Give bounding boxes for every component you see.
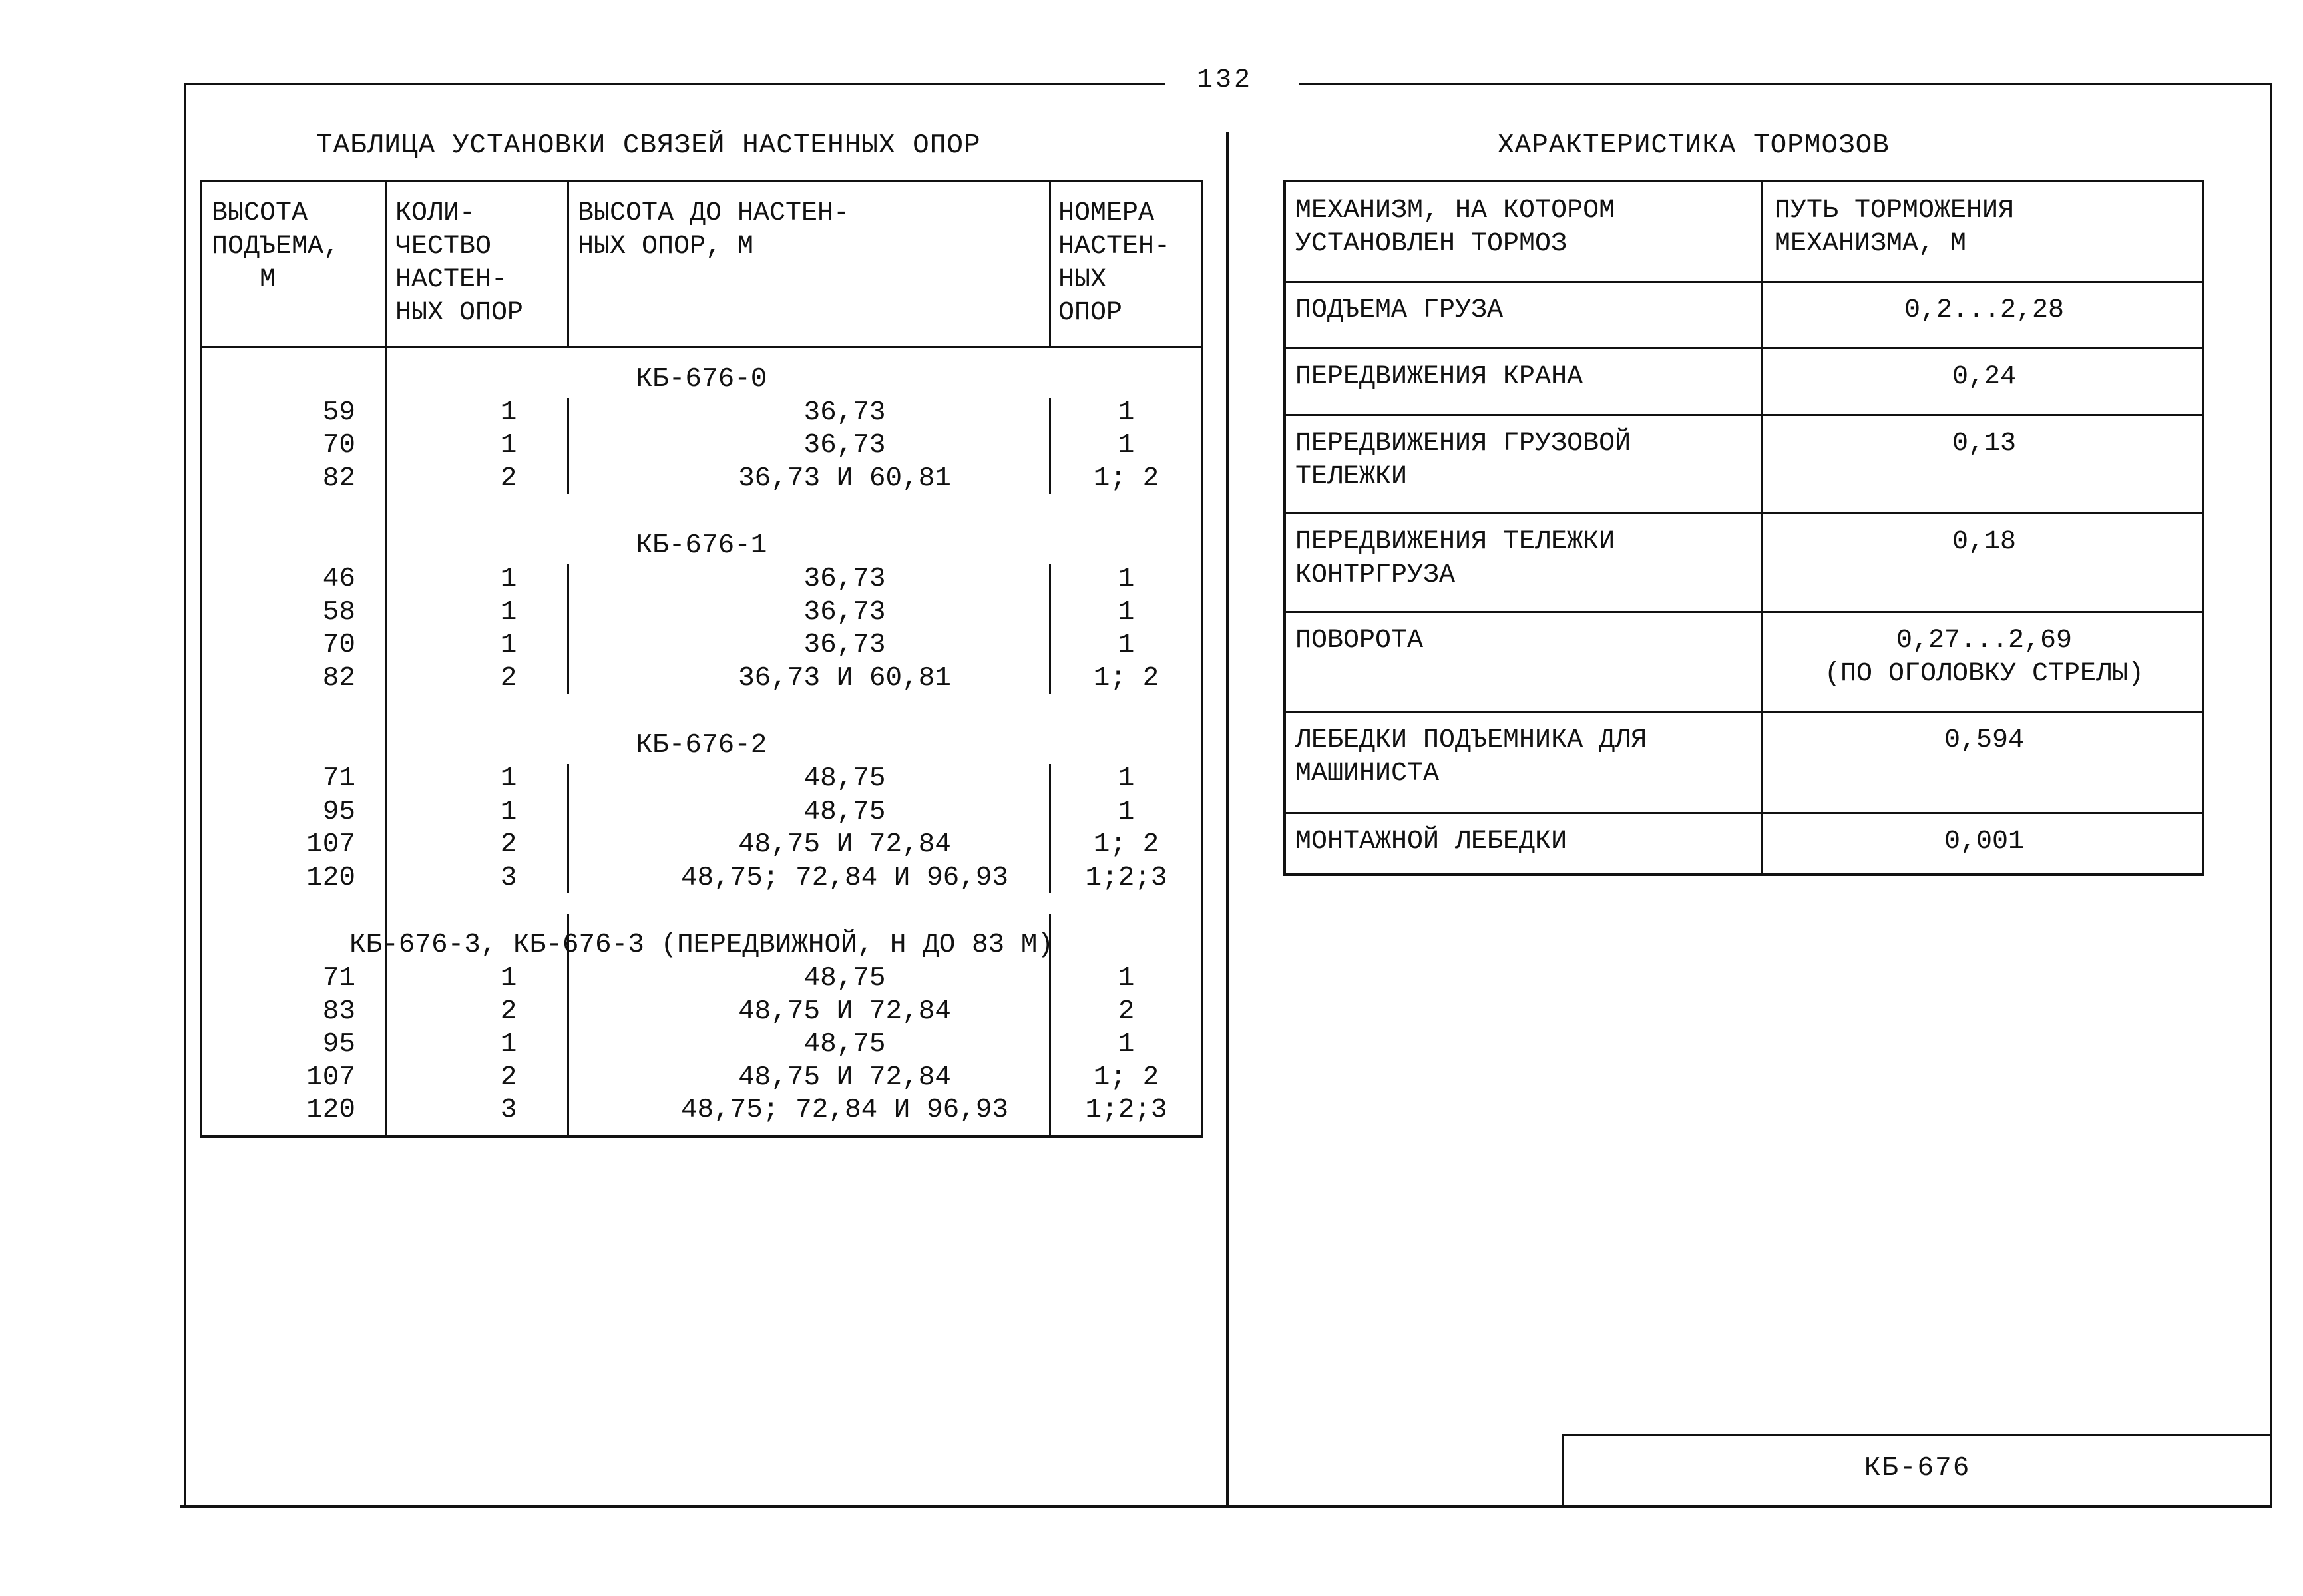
header-support-numbers: НОМЕРА НАСТЕН- НЫХ ОПОР [1058, 198, 1171, 328]
cell-support-height: 36,73 И 60,81 [738, 662, 951, 694]
table-row [202, 763, 1201, 795]
table-row [202, 829, 1201, 861]
frame-top-right [1299, 83, 2272, 85]
cell-lift-height: 59 [322, 397, 355, 428]
cell-support-numbers: 1 [1118, 430, 1135, 461]
cell-support-count: 1 [500, 963, 517, 994]
cell-support-numbers: 1;2;3 [1085, 1095, 1167, 1126]
column-divider [1049, 564, 1051, 694]
column-divider [1049, 398, 1051, 495]
frame-divider [1226, 132, 1229, 1507]
group-title: КБ-676-0 [636, 364, 767, 395]
row-divider [1286, 512, 2202, 514]
cell-support-numbers: 1; 2 [1093, 829, 1159, 861]
cell-support-numbers: 1 [1118, 963, 1135, 994]
table-row [202, 1062, 1201, 1094]
cell-braking-distance: 0,27...2,69 (ПО ОГОЛОВКУ СТРЕЛЫ) [1824, 626, 2145, 689]
group-title: КБ-676-3, КБ-676-3 (ПЕРЕДВИЖНОЙ, Н ДО 83 М) [349, 930, 1054, 961]
cell-support-height: 48,75 [803, 796, 886, 827]
row-divider [1286, 711, 2202, 713]
table-row [202, 463, 1201, 495]
cell-mechanism: ПОДЪЕМА ГРУЗА [1295, 296, 1504, 325]
cell-mechanism: МОНТАЖНОЙ ЛЕБЕДКИ [1295, 827, 1568, 857]
cell-support-count: 2 [500, 662, 517, 694]
group-title: КБ-676-2 [636, 730, 767, 761]
row-divider [1286, 414, 2202, 416]
cell-support-height: 48,75 [803, 1029, 886, 1060]
table-row [202, 796, 1201, 829]
cell-support-height: 36,73 [803, 430, 886, 461]
cell-mechanism: ПЕРЕДВИЖЕНИЯ КРАНА [1295, 362, 1583, 392]
cell-support-height: 48,75 И 72,84 [738, 829, 951, 861]
cell-braking-distance: 0,24 [1952, 362, 2016, 392]
cell-support-numbers: 1; 2 [1093, 463, 1159, 494]
cell-lift-height: 58 [322, 596, 355, 628]
cell-support-count: 1 [500, 630, 517, 661]
header-mechanism: МЕХАНИЗМ, НА КОТОРОМ УСТАНОВЛЕН ТОРМОЗ [1295, 196, 1615, 259]
cell-support-count: 1 [500, 1029, 517, 1060]
header-divider [202, 346, 1201, 348]
cell-lift-height: 71 [322, 763, 355, 794]
column-divider [567, 182, 569, 346]
cell-support-numbers: 1 [1118, 1029, 1135, 1060]
cell-support-count: 1 [500, 397, 517, 428]
cell-support-height: 48,75 [803, 763, 886, 794]
header-braking-distance: ПУТЬ ТОРМОЖЕНИЯ МЕХАНИЗМА, М [1775, 196, 2015, 259]
cell-support-count: 1 [500, 596, 517, 628]
cell-support-height: 48,75 И 72,84 [738, 1062, 951, 1093]
cell-braking-distance: 0,2...2,28 [1904, 296, 2065, 325]
cell-lift-height: 82 [322, 463, 355, 494]
cell-mechanism: ЛЕБЕДКИ ПОДЪЕМНИКА ДЛЯ МАШИНИСТА [1295, 725, 1647, 789]
cell-support-count: 2 [500, 829, 517, 861]
row-divider [1286, 611, 2202, 613]
frame-top-left [184, 83, 1165, 85]
cell-lift-height: 82 [322, 662, 355, 694]
document-code: КБ-676 [1864, 1453, 1971, 1484]
cell-lift-height: 71 [322, 963, 355, 994]
header-support-height: ВЫСОТА ДО НАСТЕН- НЫХ ОПОР, М [578, 198, 850, 262]
table-row [202, 662, 1201, 695]
frame-left [184, 85, 186, 1508]
cell-support-height: 36,73 [803, 397, 886, 428]
header-lift-height: ВЫСОТА ПОДЪЕМА, М [212, 198, 340, 295]
wall-support-table [200, 180, 1203, 1138]
cell-support-count: 3 [500, 862, 517, 893]
column-divider [567, 398, 569, 495]
cell-support-numbers: 1; 2 [1093, 662, 1159, 694]
cell-braking-distance: 0,13 [1952, 429, 2016, 459]
cell-support-numbers: 1 [1118, 796, 1135, 827]
cell-support-height: 36,73 И 60,81 [738, 463, 951, 494]
cell-mechanism: ПЕРЕДВИЖЕНИЯ ТЕЛЕЖКИ КОНТРГРУЗА [1295, 527, 1615, 590]
table-row [202, 1094, 1201, 1127]
table-row [202, 563, 1201, 596]
cell-braking-distance: 0,594 [1944, 725, 2025, 755]
cell-support-numbers: 1 [1118, 630, 1135, 661]
cell-support-numbers: 1; 2 [1093, 1062, 1159, 1093]
cell-support-count: 1 [500, 763, 517, 794]
column-divider [1049, 764, 1051, 893]
cell-support-count: 2 [500, 996, 517, 1027]
cell-braking-distance: 0,18 [1952, 527, 2016, 557]
title-block [1562, 1434, 2271, 1505]
header-support-count: КОЛИ- ЧЕСТВО НАСТЕН- НЫХ ОПОР [395, 198, 524, 328]
cell-mechanism: ПЕРЕДВИЖЕНИЯ ГРУЗОВОЙ ТЕЛЕЖКИ [1295, 429, 1631, 492]
cell-support-numbers: 1 [1118, 397, 1135, 428]
cell-lift-height: 120 [306, 862, 355, 893]
cell-support-count: 3 [500, 1095, 517, 1126]
table-row [202, 629, 1201, 662]
cell-support-numbers: 1 [1118, 564, 1135, 594]
cell-lift-height: 46 [322, 564, 355, 594]
cell-support-height: 48,75; 72,84 И 96,93 [680, 862, 1009, 893]
cell-lift-height: 95 [322, 796, 355, 827]
table-row [202, 429, 1201, 462]
cell-support-numbers: 2 [1118, 996, 1135, 1027]
cell-lift-height: 120 [306, 1095, 355, 1126]
cell-support-numbers: 1 [1118, 763, 1135, 794]
cell-lift-height: 83 [322, 996, 355, 1027]
cell-lift-height: 70 [322, 430, 355, 461]
cell-support-count: 2 [500, 463, 517, 494]
table-row [202, 596, 1201, 629]
cell-support-numbers: 1;2;3 [1085, 862, 1167, 893]
column-divider [1049, 182, 1051, 346]
cell-lift-height: 95 [322, 1029, 355, 1060]
cell-mechanism: ПОВОРОТА [1295, 626, 1424, 656]
page-number: 132 [1196, 65, 1253, 95]
table-row [202, 962, 1201, 995]
cell-support-height: 36,73 [803, 630, 886, 661]
right-table-title: ХАРАКТЕРИСТИКА ТОРМОЗОВ [1498, 130, 1890, 161]
group-title: КБ-676-1 [636, 530, 767, 562]
cell-support-count: 1 [500, 564, 517, 594]
cell-support-numbers: 1 [1118, 596, 1135, 628]
row-divider [1286, 281, 2202, 283]
row-divider [1286, 812, 2202, 814]
column-divider [567, 564, 569, 694]
cell-support-count: 1 [500, 796, 517, 827]
column-divider [567, 764, 569, 893]
cell-support-height: 48,75; 72,84 И 96,93 [680, 1095, 1009, 1126]
brake-characteristics-table [1283, 180, 2204, 876]
cell-support-height: 36,73 [803, 596, 886, 628]
table-row [202, 862, 1201, 895]
table-row [202, 397, 1201, 429]
row-divider [1286, 347, 2202, 349]
cell-support-height: 48,75 И 72,84 [738, 996, 951, 1027]
cell-support-count: 2 [500, 1062, 517, 1093]
cell-support-height: 36,73 [803, 564, 886, 594]
cell-braking-distance: 0,001 [1944, 827, 2025, 857]
cell-support-height: 48,75 [803, 963, 886, 994]
cell-support-count: 1 [500, 430, 517, 461]
cell-lift-height: 107 [306, 829, 355, 861]
table-row [202, 996, 1201, 1028]
frame-right [2270, 83, 2272, 1508]
cell-lift-height: 107 [306, 1062, 355, 1093]
column-divider [1761, 182, 1763, 873]
left-table-title: ТАБЛИЦА УСТАНОВКИ СВЯЗЕЙ НАСТЕННЫХ ОПОР [316, 130, 981, 161]
table-row [202, 1028, 1201, 1061]
cell-lift-height: 70 [322, 630, 355, 661]
